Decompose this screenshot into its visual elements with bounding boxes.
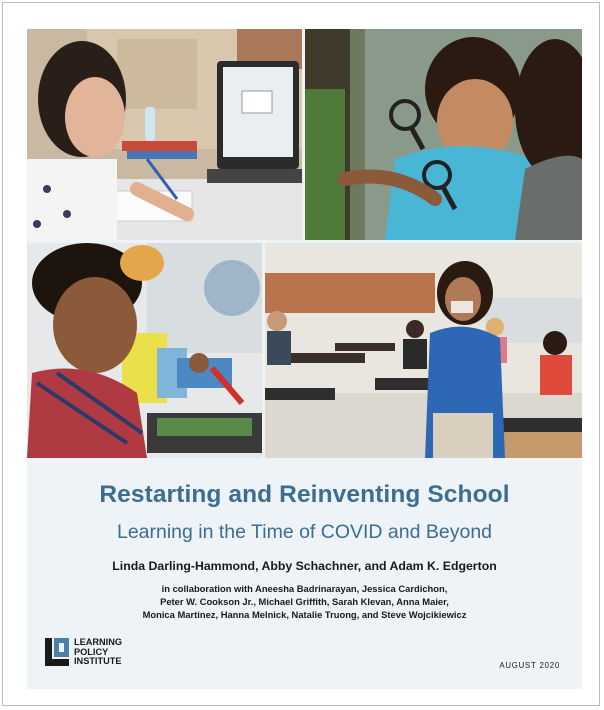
report-cover <box>27 29 582 689</box>
collaborator-list <box>67 582 542 621</box>
report-title: Restarting and Reinventing School <box>99 481 510 508</box>
report-subtitle: Learning in the Time of COVID and Beyond <box>116 521 493 543</box>
logo-line: POLICY <box>74 646 109 657</box>
page-frame <box>2 2 600 706</box>
student-writing-at-laptop-photo <box>27 29 302 240</box>
collaborator-line: Peter W. Cookson Jr., Michael Griffith, Sarah Klevan, Anna Maier, <box>160 596 449 607</box>
child-with-magnifying-glass-photo <box>305 29 582 240</box>
collaborator-line: Monica Martinez, Hanna Melnick, Natalie Truong, and Steve Wojcikiewicz <box>142 609 467 620</box>
student-with-electronics-photo <box>27 243 262 458</box>
learning-policy-institute-logo <box>45 638 155 668</box>
logo-wordmark <box>74 638 122 667</box>
logo-line: LEARNING <box>74 637 122 647</box>
lpi-logo-icon <box>45 638 69 666</box>
logo-line: INSTITUTE <box>74 656 122 667</box>
publication-date: AUGUST 2020 <box>499 661 560 670</box>
author-list: Linda Darling-Hammond, Abby Schachner, and Adam K. Edgerton <box>112 559 497 573</box>
classroom-with-teacher-photo <box>265 243 582 458</box>
collaborator-line: in collaboration with Aneesha Badrinarayan, Jessica Cardichon, <box>161 583 448 594</box>
